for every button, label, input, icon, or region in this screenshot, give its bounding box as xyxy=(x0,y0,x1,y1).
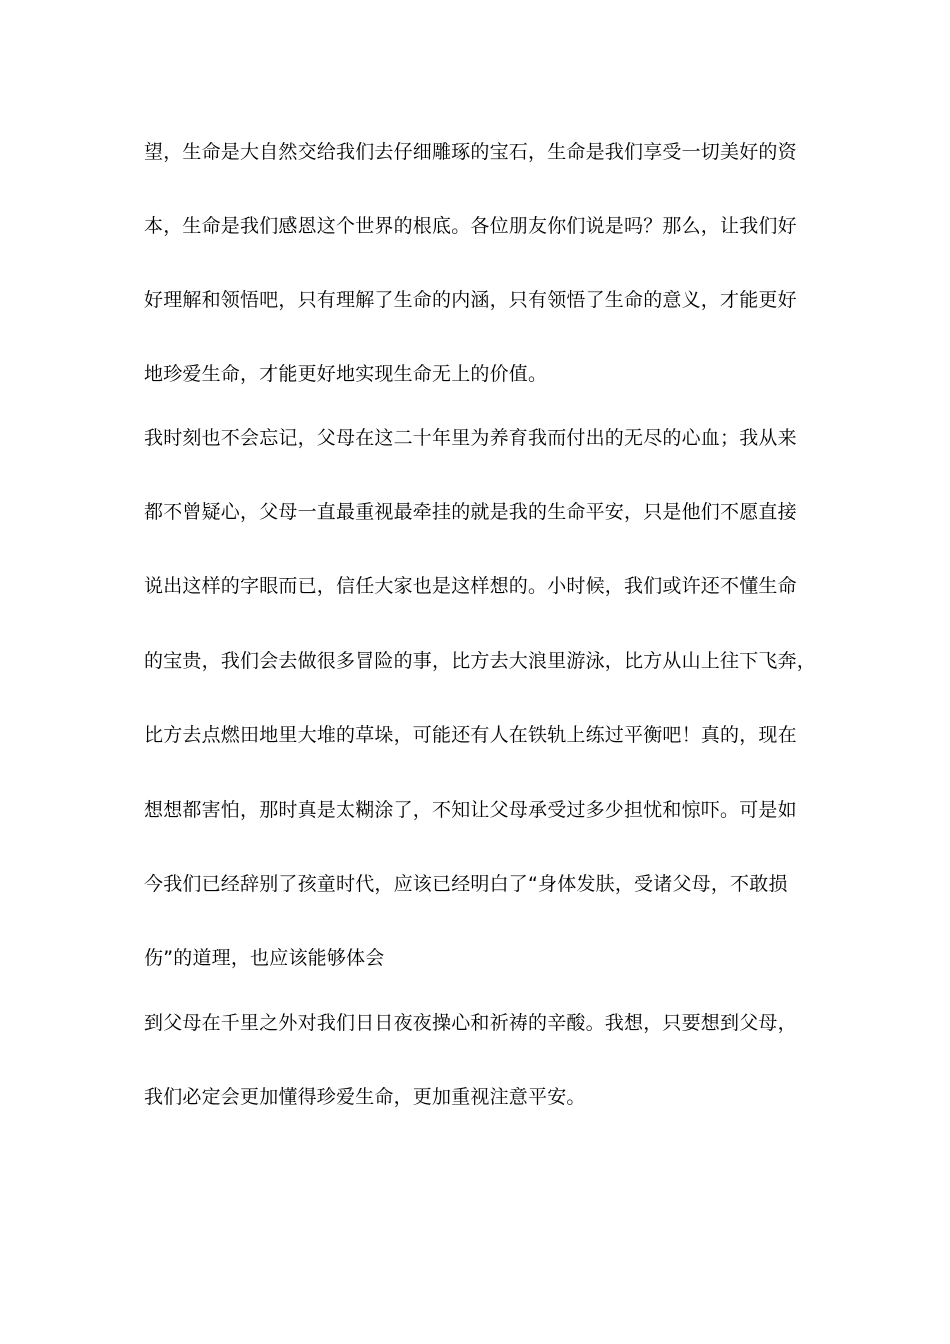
text-line: 到父母在千里之外对我们日日夜夜操心和祈祷的辛酸。我想，只要想到父母， xyxy=(144,1012,797,1034)
text-line: 望，生命是大自然交给我们去仔细雕琢的宝石，生命是我们享受一切美好的资 xyxy=(144,141,797,163)
text-line: 的宝贵，我们会去做很多冒险的事，比方去大浪里游泳，比方从山上往下飞奔， xyxy=(144,650,817,672)
text-line: 好理解和领悟吧，只有理解了生命的内涵，只有领悟了生命的意义，才能更好 xyxy=(144,289,797,311)
text-line: 地珍爱生命，才能更好地实现生命无上的价值。 xyxy=(144,363,548,385)
text-line: 想想都害怕，那时真是太糊涂了，不知让父母承受过多少担忧和惊吓。可是如 xyxy=(144,799,797,821)
text-line: 都不曾疑心，父母一直最重视最牵挂的就是我的生命平安，只是他们不愿直接 xyxy=(144,501,797,523)
text-line: 伤”的道理，也应该能够体会 xyxy=(144,947,385,969)
text-line: 说出这样的字眼而已，信任大家也是这样想的。小时候，我们或许还不懂生命 xyxy=(144,575,797,597)
text-line: 我时刻也不会忘记，父母在这二十年里为养育我而付出的无尽的心血；我从来 xyxy=(144,427,797,449)
text-line: 比方去点燃田地里大堆的草垛，可能还有人在铁轨上练过平衡吧！真的，现在 xyxy=(144,724,797,746)
text-line: 本，生命是我们感恩这个世界的根底。各位朋友你们说是吗？那么，让我们好 xyxy=(144,215,797,237)
text-line: 我们必定会更加懂得珍爱生命，更加重视注意平安。 xyxy=(144,1086,586,1108)
text-line: 今我们已经辞别了孩童时代，应该已经明白了“身体发肤，受诸父母，不敢损 xyxy=(144,873,788,895)
